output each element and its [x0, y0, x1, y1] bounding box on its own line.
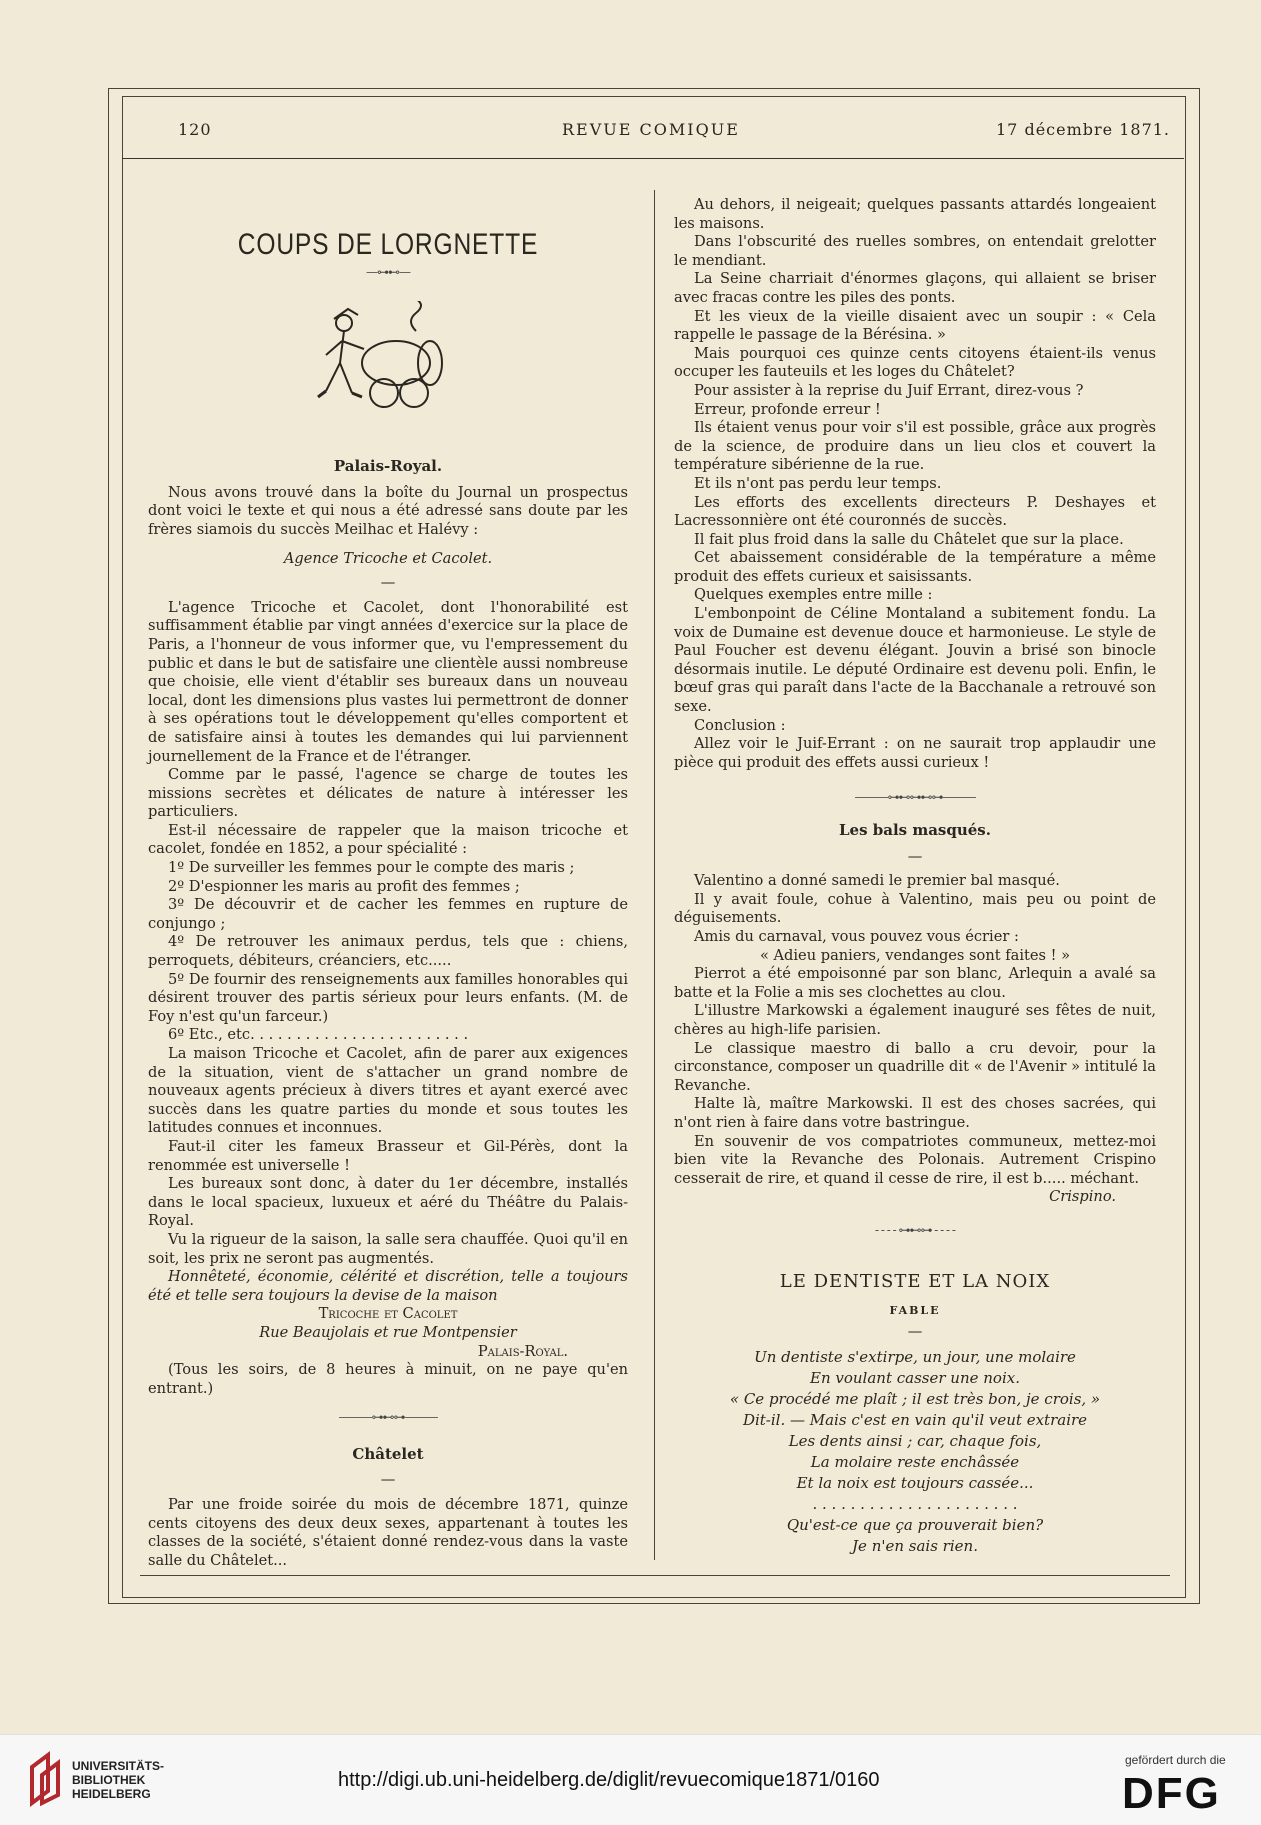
poem-line: Les dents ainsi ; car, chaque fois, — [788, 1432, 1042, 1451]
header-rule — [122, 158, 1184, 159]
paragraph: Conclusion : — [694, 716, 786, 734]
column-divider — [654, 190, 655, 1560]
paragraph: Quelques exemples entre mille : — [694, 586, 933, 604]
signature-line: Tricoche et Cacolet — [318, 1305, 458, 1323]
paragraph: Amis du carnaval, vous pouvez vous écrier : — [694, 927, 1019, 945]
palais-royal-heading: Palais-Royal. — [333, 457, 443, 476]
issue-date: 17 décembre 1871. — [996, 120, 1171, 139]
paragraph: Est-il nécessaire de rappeler que la maison tricoche et cacolet, fondée en 1852, a pour spécialité : — [148, 821, 628, 858]
paragraph: Erreur, profonde erreur ! — [694, 400, 881, 418]
paragraph: Honnêteté, économie, célérité et discrétion, telle a toujours été et telle sera toujours la devise de la maison — [148, 1268, 628, 1304]
footer-bar — [0, 1734, 1261, 1825]
poem-line: Je n'en sais rien. — [852, 1537, 978, 1556]
paragraph: Halte là, maître Markowski. Il est des choses sacrées, qui n'ont rien à faire dans votre bastringue. — [674, 1095, 1156, 1131]
dfg-logo: DFG — [1122, 1769, 1221, 1818]
poem — [674, 1347, 1156, 1557]
paragraph: Mais pourquoi ces quinze cents citoyens étaient-ils venus occuper les fauteuils et les loges du Châtelet? — [674, 344, 1156, 381]
right-column — [674, 196, 1156, 1557]
paragraph: Au dehors, il neigeait; quelques passants attardés longeaient les maisons. — [674, 196, 1156, 232]
paragraph: L'illustre Markowski a également inauguré ses fêtes de nuit, chères au high-life parisien. — [674, 1002, 1156, 1038]
list-item: 3º De découvrir et de cacher les femmes en rupture de conjungo ; — [148, 896, 628, 932]
cannon-figure-illustration — [148, 301, 628, 431]
chatelet-heading: Châtelet — [352, 1444, 424, 1463]
paragraph: La Seine charriait d'énormes glaçons, qui allaient se briser avec fracas contre les piles des ponts. — [674, 270, 1156, 306]
fable-title: LE DENTISTE ET LA NOIX — [779, 1271, 1051, 1293]
paragraph: Pierrot a été empoisonné par son blanc, Arlequin a avalé sa batte et la Folie a mis ses clochettes au clou. — [674, 965, 1156, 1001]
library-name: UNIVERSITÄTS- BIBLIOTHEK HEIDELBERG — [72, 1759, 165, 1801]
document-url-link[interactable]: http://digi.ub.uni-heidelberg.de/diglit/revuecomique1871/0160 — [338, 1769, 880, 1791]
list-item: 6º Etc., etc. . . . . . . . . . . . . . . . . . . . . . . . — [168, 1026, 469, 1044]
poem-line: En voulant casser une noix. — [810, 1369, 1020, 1388]
signature-line: Rue Beaujolais et rue Montpensier — [259, 1323, 517, 1341]
list-item: 1º De surveiller les femmes pour le compte des maris ; — [168, 859, 575, 877]
poem-line: . . . . . . . . . . . . . . . . . . . . . . — [812, 1495, 1018, 1514]
paragraph: Faut-il citer les fameux Brasseur et Gil-Pérès, dont la renommée est universelle ! — [148, 1137, 628, 1174]
poem-line: Dit-il. — Mais c'est en vain qu'il veut extraire — [742, 1411, 1088, 1430]
journal-title: REVUE COMIQUE — [562, 120, 740, 139]
paragraph: Vu la rigueur de la saison, la salle sera chauffée. Quoi qu'il en soit, les prix ne seront pas augmentés. — [148, 1230, 628, 1267]
paragraph: La maison Tricoche et Cacolet, afin de parer aux exigences de la situation, vient de s'attacher un grand nombre de nouveaux agents précieux à divers titres et ayant exercé avec succès dans les quatre parties du monde et sous toutes les latitudes connues et inconnues. — [148, 1045, 628, 1137]
quote: « Adieu paniers, vendanges sont faites ! » — [759, 946, 1071, 964]
funding-label: gefördert durch die — [1125, 1753, 1226, 1767]
ornament-icon: ———⊶⊷⊶——— — [338, 1410, 438, 1425]
paragraph: Les efforts des excellents directeurs P. Deshayes et Lacressonnière ont été couronnés de succès. — [674, 493, 1156, 530]
poem-line: « Ce procédé me plaît ; il est très bon, je crois, » — [729, 1390, 1101, 1409]
poem-line: Et la noix est toujours cassée... — [796, 1474, 1034, 1493]
section-title: COUPS DE LORGNETTE — [237, 228, 539, 261]
ornament-icon: —⊶⊷— — [366, 264, 410, 279]
list-item: 5º De fournir des renseignements aux familles honorables qui désirent trouver des partis sérieux pour leurs enfants. (M. de Foy n'est qu'un farceur.) — [148, 970, 628, 1025]
paragraph: Et les vieux de la vieille disaient avec un soupir : « Cela rappelle le passage de la Bérésina. » — [674, 307, 1156, 344]
poem-line: Qu'est-ce que ça prouverait bien? — [786, 1516, 1044, 1535]
paragraph: Ils étaient venus pour voir s'il est possible, grâce aux progrès de la science, de produire dans un lieu clos et couvert la température sibérienne de la rue. — [674, 419, 1156, 474]
bottom-rule — [140, 1575, 1170, 1576]
paragraph: Il fait plus froid dans la salle du Châtelet que sur la place. — [694, 530, 1124, 548]
paragraph: Dans l'obscurité des ruelles sombres, on entendait grelotter le mendiant. — [674, 233, 1156, 269]
paragraph: En souvenir de vos compatriotes communeux, mettez-moi bien vite la Revanche des Polonais. Autrement Crispino cesserait de rire, et quand il cesse de rire, il est b..... méchant. — [674, 1132, 1156, 1187]
poem-line: Un dentiste s'extirpe, un jour, une molaire — [754, 1348, 1076, 1367]
paragraph: Les bureaux sont donc, à dater du 1er décembre, installés dans le local spacieux, luxueux et aéré du Théâtre du Palais-Royal. — [148, 1175, 628, 1230]
list-item: 2º D'espionner les maris au profit des femmes ; — [168, 877, 520, 895]
page-number: 120 — [178, 120, 212, 139]
paragraph: Le classique maestro di ballo a cru devoir, pour la circonstance, composer un quadrille dit « de l'Avenir » intitulé la Revanche. — [674, 1039, 1156, 1094]
author-signature: Crispino. — [1049, 1188, 1116, 1206]
short-rule: — — [907, 847, 923, 865]
short-rule: — — [907, 1322, 923, 1340]
bals-heading: Les bals masqués. — [839, 821, 991, 839]
poem-line: La molaire reste enchâssée — [810, 1453, 1020, 1472]
cannon-figure-icon — [148, 301, 628, 431]
short-rule: — — [380, 1471, 396, 1489]
paragraph: Par une froide soirée du mois de décembre 1871, quinze cents citoyens des deux deux sexes, appartenant à toutes les classes de la société, s'étaient donné rendez-vous dans la vaste salle du Châtelet... — [148, 1496, 628, 1569]
paragraph: Comme par le passé, l'agence se charge de toutes les missions secrètes et délicates de nature à intéresser les particuliers. — [148, 766, 628, 821]
short-rule: — — [380, 574, 396, 592]
palais-intro: Nous avons trouvé dans la boîte du Journal un prospectus dont voici le texte et qui nous a été adressé sans doute par les frères siamois du succès Meilhac et Halévy : — [148, 483, 628, 538]
list-item: 4º De retrouver les animaux perdus, tels que : chiens, perroquets, débiteurs, créanciers, etc..... — [148, 933, 628, 970]
paragraph: Valentino a donné samedi le premier bal masqué. — [694, 872, 1060, 890]
fable-label: FABLE — [889, 1304, 941, 1318]
ornament-icon: ———⊶⊷⊶⊷⊶——— — [854, 790, 976, 805]
agence-title: Agence Tricoche et Cacolet. — [283, 549, 493, 567]
paragraph: L'embonpoint de Céline Montaland a subitement fondu. La voix de Dumaine est devenue douce et harmonieuse. Le style de Paul Foucher est devenu élégant. Jouvin a brisé son binocle désormais inutile. Le député Ordinaire est devenu poli. Enfin, le bœuf gras qui paraît dans l'acte de la Bacchanale a retrouvé son sexe. — [674, 605, 1156, 716]
paragraph: (Tous les soirs, de 8 heures à minuit, on ne paye qu'en entrant.) — [148, 1361, 628, 1397]
paragraph: Et ils n'ont pas perdu leur temps. — [694, 474, 942, 492]
ornament-icon: - - - - ⊶⊷⊶ - - - - — [875, 1222, 955, 1237]
paragraph: Cet abaissement considérable de la température a même produit des effets curieux et saisissants. — [674, 549, 1156, 585]
left-column — [148, 200, 628, 1570]
paragraph: Allez voir le Juif-Errant : on ne saurait trop applaudir une pièce qui produit des effets aussi curieux ! — [674, 735, 1156, 771]
signature-line: Palais-Royal. — [477, 1342, 568, 1360]
library-logo-icon — [28, 1751, 64, 1807]
paragraph: Il y avait foule, cohue à Valentino, mais peu ou point de déguisements. — [674, 890, 1156, 927]
paragraph: Pour assister à la reprise du Juif Errant, direz-vous ? — [694, 381, 1084, 399]
paragraph: L'agence Tricoche et Cacolet, dont l'honorabilité est suffisamment établie par vingt années d'exercice sur la place de Paris, a l'honneur de vous informer que, vu l'empressement du public et dans le but de satisfaire une clientèle aussi nombreuse que choisie, elle vient d'établir ses bureaux dans un nouveau local, dont les dimensions plus vastes lui permettront de donner à ses opérations tout le développement qu'elles comportent et de satisfaire ainsi à toutes les demandes qui lui parviennent journellement de la France et de l'étranger. — [148, 598, 628, 765]
